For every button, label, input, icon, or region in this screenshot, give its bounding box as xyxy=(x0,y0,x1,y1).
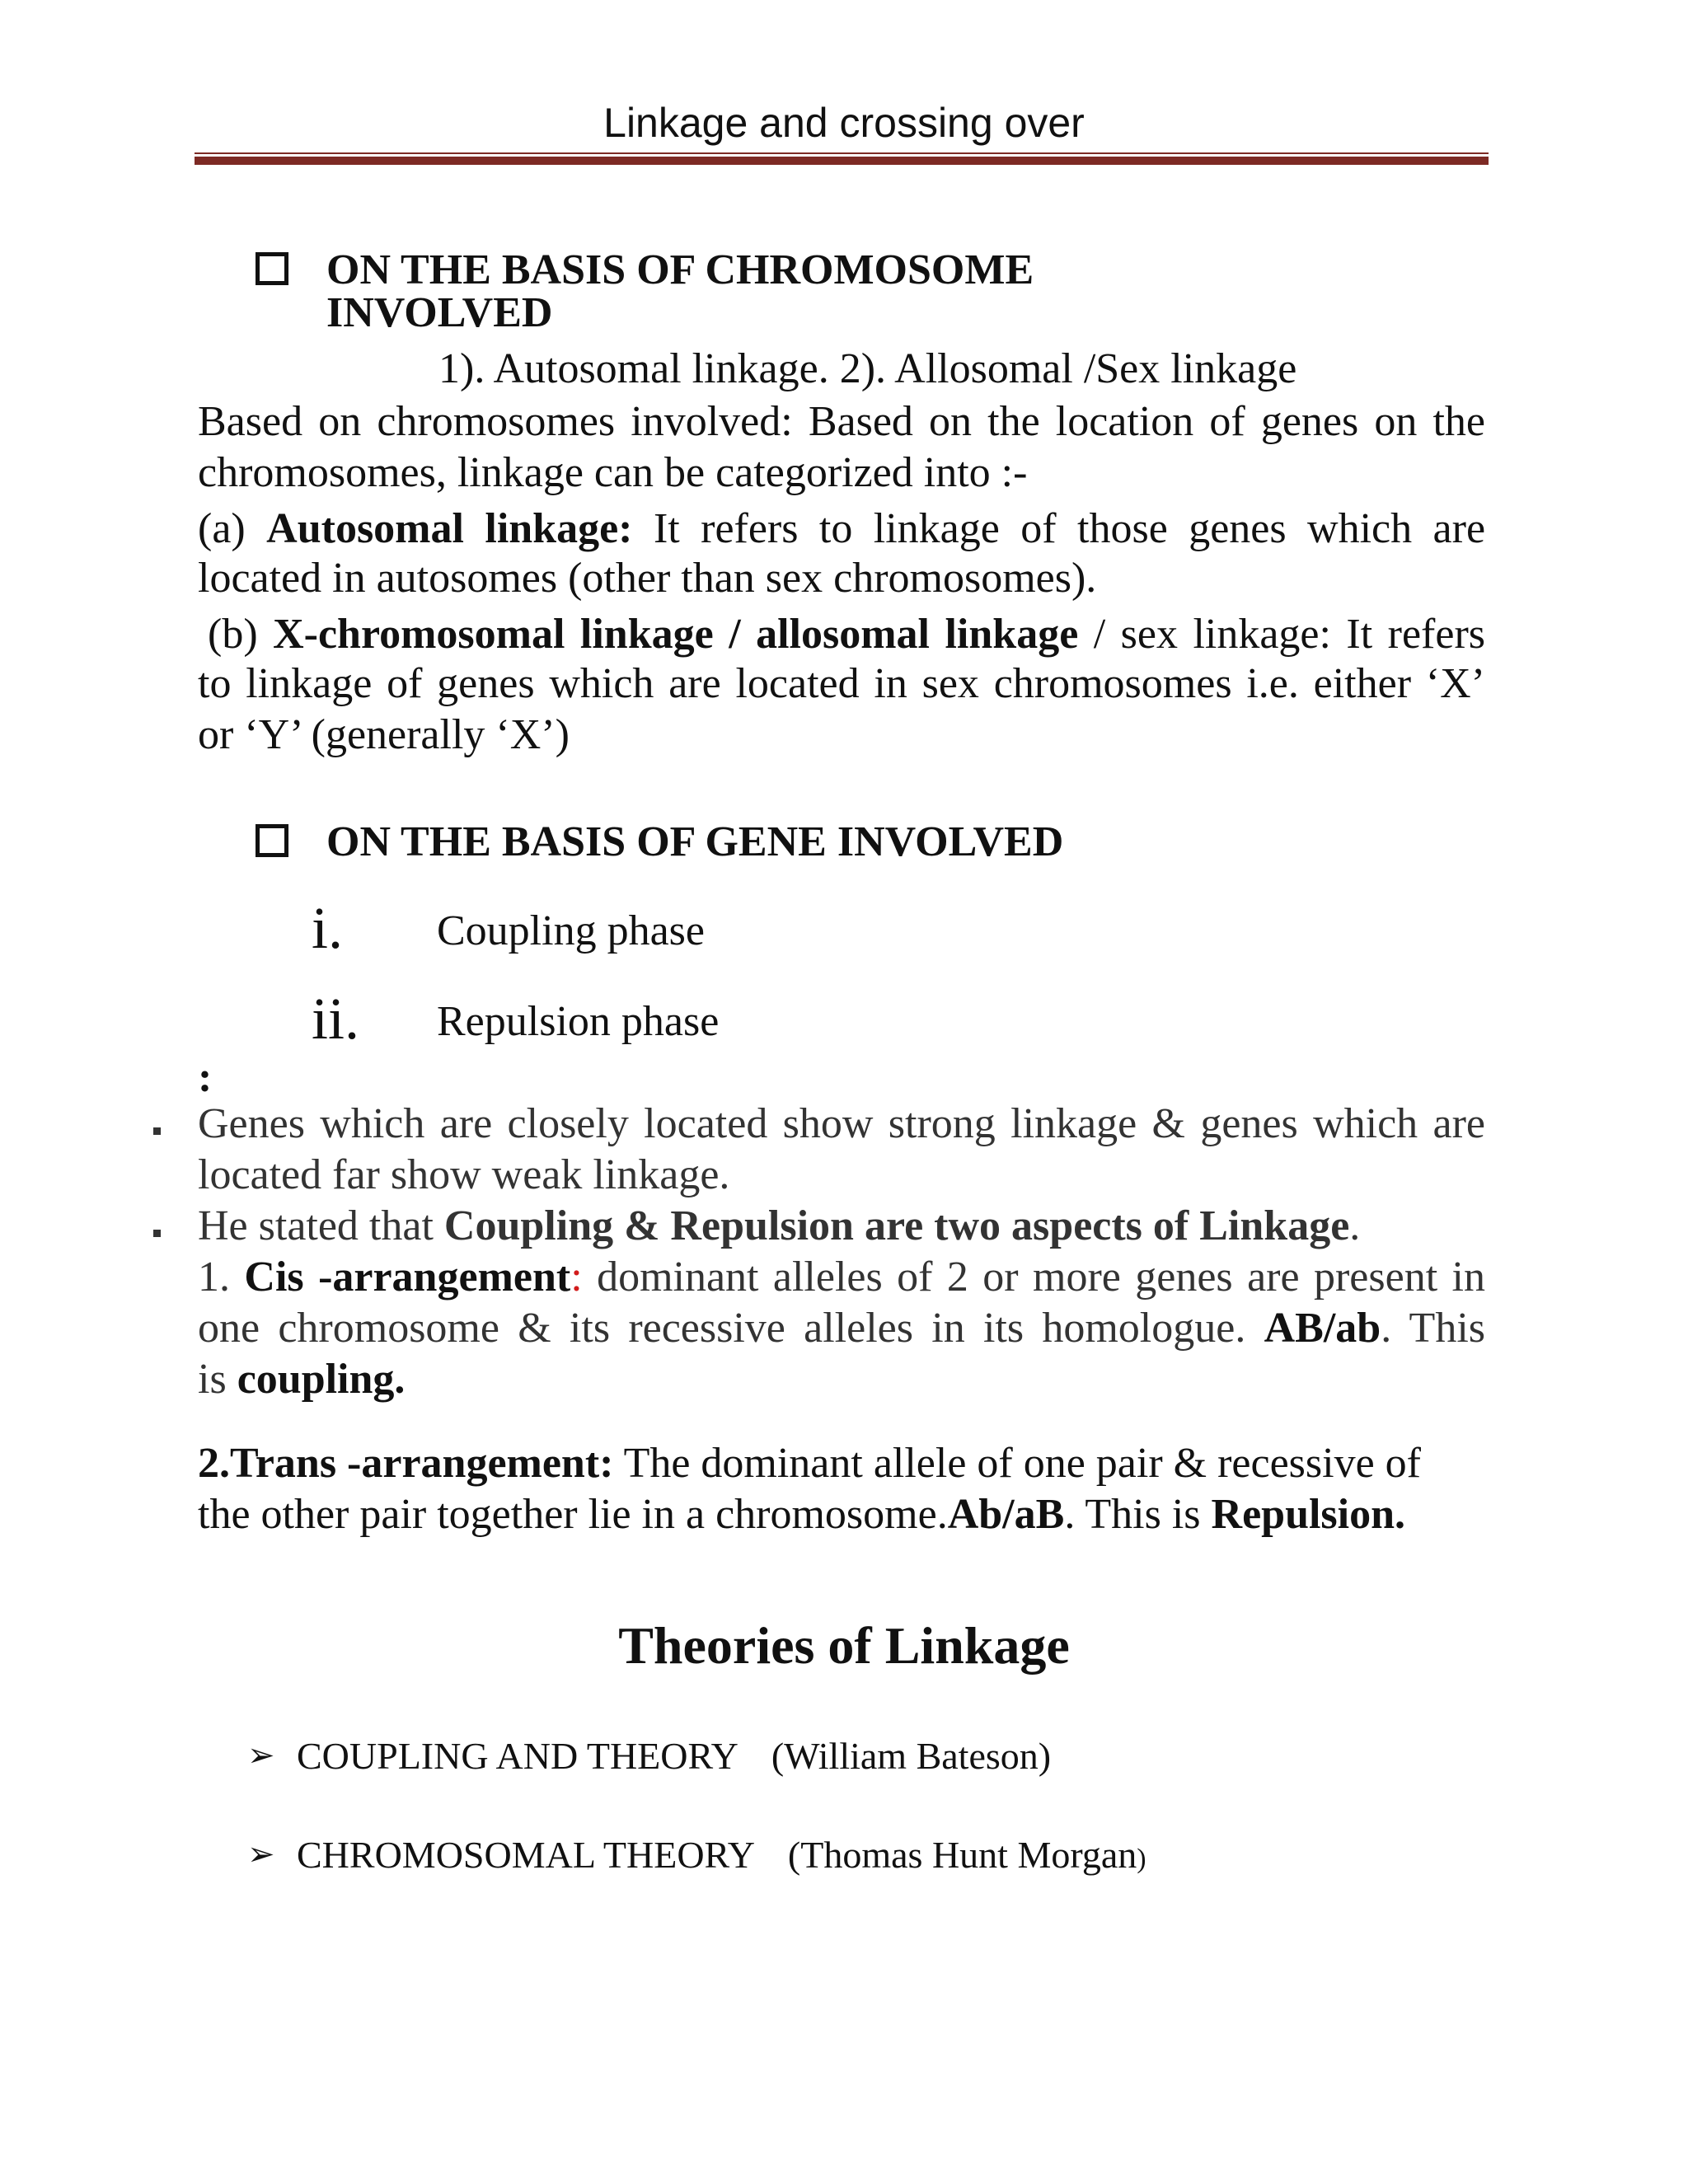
cis-number: 1. xyxy=(198,1254,230,1301)
autosomal-line-1 xyxy=(198,504,1485,554)
linkage-types: 1). Autosomal linkage. 2). Allosomal /Sex linkage xyxy=(438,345,1297,392)
trans-line-1 xyxy=(198,1439,1421,1488)
trans-text-1: The dominant allele of one pair & recessive of xyxy=(623,1440,1421,1487)
allosomal-text-1: / sex linkage: It refers xyxy=(1093,611,1485,658)
trans-term: 2.Trans -arrangement: xyxy=(198,1440,614,1487)
square-bullet-icon xyxy=(153,1230,161,1237)
section1-heading-line1: ON THE BASIS OF CHROMOSOME xyxy=(326,246,1034,293)
theory-author: (William Bateson) xyxy=(771,1735,1052,1777)
autosomal-prefix: (a) xyxy=(198,505,246,552)
coupling-phase-item: Coupling phase xyxy=(437,907,705,954)
trans-text-2b: . This is xyxy=(1064,1491,1201,1538)
cis-text-1: dominant alleles of 2 or more genes are present in xyxy=(597,1254,1485,1301)
square-bullet-icon xyxy=(153,1127,161,1135)
theories-heading: Theories of Linkage xyxy=(618,1616,1070,1675)
autosomal-text-1: It refers to linkage of those genes which are xyxy=(653,505,1486,552)
bullet1-line-2: located far show weak linkage. xyxy=(198,1151,730,1198)
cis-term xyxy=(244,1254,582,1301)
allosomal-line-2: to linkage of genes which are located in sex chromosomes i.e. either ‘X’ xyxy=(198,660,1485,707)
header-rule-thin xyxy=(195,152,1489,154)
cis-code: AB/ab xyxy=(1264,1305,1381,1352)
cis-line-1 xyxy=(198,1253,1485,1302)
cis-term-text: Cis -arrangement xyxy=(244,1254,571,1301)
trans-code: Ab/aB xyxy=(947,1491,1065,1538)
trans-text-2a: the other pair together lie in a chromosome. xyxy=(198,1491,948,1538)
header-rule-thick xyxy=(195,157,1489,165)
cis-text-3a: is xyxy=(198,1356,227,1403)
bullet2-line xyxy=(198,1202,1360,1251)
cis-line-3 xyxy=(198,1355,405,1404)
autosomal-line-2: located in autosomes (other than sex chromosomes). xyxy=(198,555,1097,602)
theory-name: COUPLING AND THEORY xyxy=(297,1735,738,1777)
cis-colon: : xyxy=(570,1254,583,1301)
bullet2-post: . xyxy=(1349,1202,1361,1249)
stray-colon: : xyxy=(198,1054,213,1101)
theory-author: (Thomas Hunt Morgan xyxy=(787,1834,1137,1876)
bullet2-bold: Coupling & Repulsion are two aspects of Linkage xyxy=(443,1202,1350,1249)
theory-item-coupling xyxy=(297,1736,1051,1777)
cis-line-2 xyxy=(198,1304,1485,1353)
theory-close: ) xyxy=(1137,1844,1146,1874)
autosomal-term: Autosomal linkage: xyxy=(266,505,633,552)
cis-text-3b: coupling. xyxy=(237,1356,406,1403)
bullet2-pre: He stated that xyxy=(198,1202,434,1249)
allosomal-line-1 xyxy=(208,610,1485,659)
roman-numeral-1: i. xyxy=(312,895,344,961)
theory-item-chromosomal xyxy=(297,1835,1146,1880)
trans-text-2c: Repulsion. xyxy=(1211,1491,1406,1538)
section1-heading-line2: INVOLVED xyxy=(326,289,553,336)
allosomal-prefix: (b) xyxy=(208,611,258,658)
checkbox-bullet-icon xyxy=(256,252,288,285)
bullet1-line-1: Genes which are closely located show strong linkage & genes which are xyxy=(198,1100,1485,1147)
cis-text-2a: one chromosome & its recessive alleles in its homologue. xyxy=(198,1305,1246,1352)
checkbox-bullet-icon xyxy=(256,824,288,857)
intro-line-2: chromosomes, linkage can be categorized into :- xyxy=(198,449,1028,496)
intro-line-1: Based on chromosomes involved: Based on the location of genes on the xyxy=(198,398,1485,445)
allosomal-term: X-chromosomal linkage / allosomal linkage xyxy=(273,611,1079,658)
roman-numeral-2: ii. xyxy=(312,986,360,1052)
allosomal-line-3: or ‘Y’ (generally ‘X’) xyxy=(198,711,570,758)
page-header-title: Linkage and crossing over xyxy=(603,100,1085,146)
theory-name: CHROMOSOMAL THEORY xyxy=(297,1834,755,1876)
section2-heading: ON THE BASIS OF GENE INVOLVED xyxy=(326,818,1064,865)
repulsion-phase-item: Repulsion phase xyxy=(437,998,720,1045)
trans-line-2 xyxy=(198,1490,1405,1540)
cis-text-2b: . This xyxy=(1381,1305,1486,1352)
arrow-bullet-icon: ➢ xyxy=(247,1835,275,1873)
arrow-bullet-icon: ➢ xyxy=(247,1736,275,1774)
